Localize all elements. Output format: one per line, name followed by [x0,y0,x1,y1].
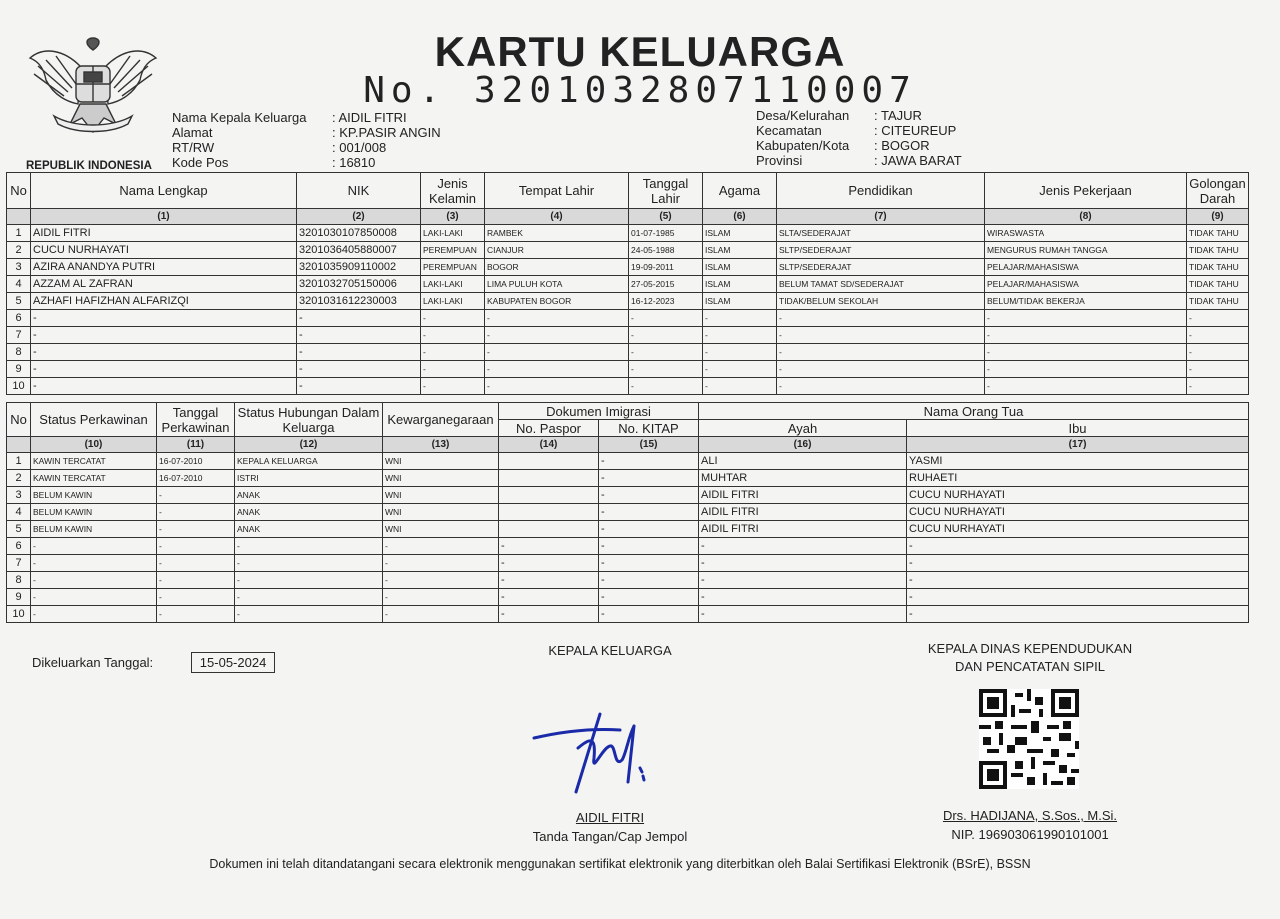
col-header-agama: Agama [703,173,777,209]
number-label: No. [363,70,447,111]
status-row [7,504,1249,521]
table-cell: PEREMPUAN [421,259,485,276]
table-cell: - [157,538,235,555]
official-title-line2: DAN PENCATATAN SIPIL [954,659,1105,674]
table-cell: - [1187,310,1249,327]
col-header-nama-orang-tua: Nama Orang Tua [699,403,1249,420]
table-cell: - [599,606,699,623]
table-cell: - [31,378,297,395]
table-cell: 16-07-2010 [157,470,235,487]
table-cell: - [907,572,1249,589]
status-row [7,555,1249,572]
table-cell: - [599,487,699,504]
table-cell: PEREMPUAN [421,242,485,259]
table-cell: - [629,327,703,344]
col-number: (16) [699,437,907,453]
row-number: 5 [7,293,31,310]
official-name: Drs. HADIJANA, S.Sos., M.Si. [942,808,1118,823]
col-number: (11) [157,437,235,453]
row-number: 10 [7,606,31,623]
table-cell: 27-05-2015 [629,276,703,293]
table-cell: 3201036405880007 [297,242,421,259]
table-cell: - [599,555,699,572]
table-cell: SLTP/SEDERAJAT [777,259,985,276]
table-cell: - [1187,327,1249,344]
field-value: : AIDIL FITRI [332,110,407,125]
table-cell: - [629,378,703,395]
col-number: (10) [31,437,157,453]
table-cell: - [31,327,297,344]
table-cell: - [699,538,907,555]
table-cell: - [985,378,1187,395]
table-cell [499,470,599,487]
table-cell: 16-12-2023 [629,293,703,310]
header-row [172,125,441,140]
field-value: : BOGOR [874,138,930,153]
table-cell: - [157,606,235,623]
document-title: KARTU KELUARGA [434,28,846,75]
col-number: (17) [907,437,1249,453]
table-cell: 01-07-1985 [629,225,703,242]
header-row [172,140,441,155]
row-number: 4 [7,504,31,521]
table-cell: - [907,589,1249,606]
col-number: (15) [599,437,699,453]
row-number: 1 [7,453,31,470]
table-cell: - [157,555,235,572]
col-header-nik: NIK [297,173,421,209]
table-cell: - [703,361,777,378]
table-cell: CUCU NURHAYATI [907,504,1249,521]
table-cell: - [297,378,421,395]
table-cell: - [31,310,297,327]
row-number: 8 [7,344,31,361]
table-cell: ISTRI [235,470,383,487]
table-cell: LAKI-LAKI [421,293,485,310]
field-value: : CITEUREUP [874,123,957,138]
table-cell: PELAJAR/MAHASISWA [985,276,1187,293]
col-number: (4) [485,209,629,225]
status-row [7,606,1249,623]
member-row [7,293,1249,310]
table-cell: - [383,572,499,589]
table-cell: - [235,538,383,555]
table-cell: - [157,487,235,504]
table-cell: - [383,589,499,606]
table-cell: - [599,538,699,555]
head-of-family-name: AIDIL FITRI [575,810,645,825]
table-cell: BELUM TAMAT SD/SEDERAJAT [777,276,985,293]
col-header-tempat-lahir: Tempat Lahir [485,173,629,209]
table-cell: - [421,344,485,361]
col-number: (3) [421,209,485,225]
member-row [7,276,1249,293]
table-cell [499,453,599,470]
table-cell: TIDAK/BELUM SEKOLAH [777,293,985,310]
table-cell: - [31,538,157,555]
table-cell: - [31,606,157,623]
table-cell: - [599,504,699,521]
table-cell: - [297,310,421,327]
row-number: 7 [7,327,31,344]
col-header-pendidikan: Pendidikan [777,173,985,209]
table-cell: AZIRA ANANDYA PUTRI [31,259,297,276]
col-header-dokumen-imigrasi: Dokumen Imigrasi [499,403,699,420]
table-cell: - [235,606,383,623]
row-number: 9 [7,361,31,378]
table-cell: - [699,589,907,606]
table-cell: MUHTAR [699,470,907,487]
status-row [7,521,1249,538]
table-cell: - [421,361,485,378]
table-cell: - [703,378,777,395]
col-number: (13) [383,437,499,453]
table-cell: LIMA PULUH KOTA [485,276,629,293]
table-cell: - [157,589,235,606]
col-number: (6) [703,209,777,225]
table-cell: ISLAM [703,293,777,310]
col-header-ayah: Ayah [699,420,907,437]
header-right [756,108,962,168]
table-cell: 3201030107850008 [297,225,421,242]
table-cell: 3201031612230003 [297,293,421,310]
col-header-pekerjaan: Jenis Pekerjaan [985,173,1187,209]
col-number: (8) [985,209,1187,225]
table-cell: - [699,606,907,623]
table-cell [499,521,599,538]
table-cell: 3201032705150006 [297,276,421,293]
table-cell [499,487,599,504]
table-cell: - [31,555,157,572]
header-row [756,123,962,138]
table-cell: AIDIL FITRI [699,521,907,538]
col-header-kewarganegaraan: Kewarganegaraan [383,403,499,437]
table-cell: AIDIL FITRI [31,225,297,242]
table-cell: - [297,327,421,344]
status-row [7,487,1249,504]
table-cell: - [907,606,1249,623]
table-cell: - [499,589,599,606]
table-cell: - [421,378,485,395]
header-row [756,138,962,153]
member-row [7,344,1249,361]
table-cell: - [235,572,383,589]
table-cell: - [777,344,985,361]
table-cell: - [1187,344,1249,361]
status-row [7,589,1249,606]
table-cell: TIDAK TAHU [1187,293,1249,310]
member-row [7,225,1249,242]
table-cell: - [31,344,297,361]
member-row [7,310,1249,327]
table-cell: SLTA/SEDERAJAT [777,225,985,242]
table-cell: - [777,378,985,395]
table-cell: - [699,572,907,589]
col-number [7,209,31,225]
field-label: Kode Pos [172,155,229,170]
table-cell: MENGURUS RUMAH TANGGA [985,242,1187,259]
civil-status-table [6,402,1249,623]
col-header-status-hubungan: Status Hubungan Dalam Keluarga [235,403,383,437]
table-cell: 3201035909110002 [297,259,421,276]
electronic-signature-notice: Dokumen ini telah ditandatangani secara elektronik menggunakan sertifikat elektronik yang diterbitkan oleh Balai Sertifikasi Elektronik (BSrE), BSSN [209,857,1031,871]
table-cell: WNI [383,504,499,521]
row-number: 8 [7,572,31,589]
row-number: 4 [7,276,31,293]
table-cell: ANAK [235,521,383,538]
table-cell: KEPALA KELUARGA [235,453,383,470]
member-row [7,259,1249,276]
table-cell: - [703,310,777,327]
status-row [7,470,1249,487]
table-cell: AIDIL FITRI [699,487,907,504]
table-cell: - [907,538,1249,555]
table-cell: - [699,555,907,572]
table-cell: - [777,327,985,344]
table-cell: - [31,572,157,589]
document-number [0,70,1280,111]
table-cell: - [485,310,629,327]
header-row [172,110,441,125]
issued-date-row [32,655,275,670]
col-number: (7) [777,209,985,225]
table-cell: ANAK [235,504,383,521]
table-cell: - [599,589,699,606]
table-cell: 24-05-1988 [629,242,703,259]
official-nip: NIP. 196903061990101001 [951,827,1109,842]
table-cell: - [297,344,421,361]
table-cell [499,504,599,521]
table-cell: WNI [383,521,499,538]
table-cell: - [157,572,235,589]
table-cell: KABUPATEN BOGOR [485,293,629,310]
issued-date: 15-05-2024 [191,652,276,673]
row-number: 9 [7,589,31,606]
table-cell: - [1187,361,1249,378]
table-cell: - [985,310,1187,327]
head-of-family-title: KEPALA KELUARGA [548,643,672,658]
table-cell: - [157,521,235,538]
table-cell: BELUM/TIDAK BEKERJA [985,293,1187,310]
col-number: (5) [629,209,703,225]
field-value: : 001/008 [332,140,387,155]
col-header-jenis-kelamin: Jenis Kelamin [421,173,485,209]
table-cell: ANAK [235,487,383,504]
table-cell: BOGOR [485,259,629,276]
header-left [172,110,441,170]
col-header-status-perkawinan: Status Perkawinan [31,403,157,437]
col-header-tanggal-perkawinan: Tanggal Perkawinan [157,403,235,437]
table-cell: - [599,572,699,589]
row-number: 3 [7,259,31,276]
header-row [172,155,441,170]
col-header-no: No [7,403,31,437]
field-label: Nama Kepala Keluarga [172,110,307,125]
table-cell: WNI [383,453,499,470]
col-number [7,437,31,453]
table-cell: - [499,538,599,555]
col-number: (14) [499,437,599,453]
field-label: Kecamatan [756,123,822,138]
table-cell: - [985,327,1187,344]
col-header-paspor: No. Paspor [499,420,599,437]
member-row [7,378,1249,395]
table-cell: - [31,361,297,378]
field-value: : TAJUR [874,108,922,123]
table-cell: TIDAK TAHU [1187,259,1249,276]
col-header-kitap: No. KITAP [599,420,699,437]
table-cell: CIANJUR [485,242,629,259]
official-title-line1: KEPALA DINAS KEPENDUDUKAN [927,641,1133,656]
family-members-table [6,172,1249,395]
table-cell: - [599,453,699,470]
row-number: 2 [7,470,31,487]
table-cell: - [907,555,1249,572]
col-header-tanggal-lahir: Tanggal Lahir [629,173,703,209]
field-label: Alamat [172,125,213,140]
table-cell: - [499,555,599,572]
table-cell: TIDAK TAHU [1187,225,1249,242]
table-cell: - [777,361,985,378]
signature-caption: Tanda Tangan/Cap Jempol [532,829,688,844]
table-cell: - [383,538,499,555]
table-cell: - [383,555,499,572]
official-title-block [880,640,1180,676]
issued-label: Dikeluarkan Tanggal: [32,655,154,670]
official-signature-block [880,808,1180,842]
table-cell: - [235,589,383,606]
table-cell: - [777,310,985,327]
table-cell: TIDAK TAHU [1187,276,1249,293]
status-row [7,453,1249,470]
table-cell: - [499,606,599,623]
table-cell: ISLAM [703,242,777,259]
table-cell: 19-09-2011 [629,259,703,276]
field-value: : 16810 [332,155,376,170]
member-row [7,242,1249,259]
qr-code-icon [979,689,1079,789]
row-number: 10 [7,378,31,395]
table-cell: SLTP/SEDERAJAT [777,242,985,259]
row-number: 7 [7,555,31,572]
table-cell: - [1187,378,1249,395]
table-cell: AZZAM AL ZAFRAN [31,276,297,293]
col-number: (9) [1187,209,1249,225]
table-cell: - [485,378,629,395]
table-cell: KAWIN TERCATAT [31,470,157,487]
col-header-no: No [7,173,31,209]
table-cell: AZHAFI HAFIZHAN ALFARIZQI [31,293,297,310]
member-row [7,327,1249,344]
table-cell: BELUM KAWIN [31,487,157,504]
table-cell: - [629,361,703,378]
row-number: 3 [7,487,31,504]
field-label: RT/RW [172,140,215,155]
row-number: 5 [7,521,31,538]
table-cell: LAKI-LAKI [421,225,485,242]
table-cell: - [599,521,699,538]
table-cell: RAMBEK [485,225,629,242]
header-row [756,153,962,168]
field-label: Desa/Kelurahan [756,108,850,123]
table-cell: CUCU NURHAYATI [907,521,1249,538]
row-number: 6 [7,310,31,327]
table-cell: - [31,589,157,606]
table-cell: ISLAM [703,225,777,242]
table-cell: - [421,310,485,327]
field-label: Kabupaten/Kota [756,138,850,153]
table-cell: - [157,504,235,521]
field-label: Provinsi [756,153,803,168]
table-cell: - [703,327,777,344]
table-cell: WNI [383,470,499,487]
family-card-number: 3201032807110007 [473,70,917,111]
table-cell: - [703,344,777,361]
table-cell: - [235,555,383,572]
head-of-family-signature-block [500,810,720,844]
field-value: : JAWA BARAT [874,153,962,168]
row-number: 1 [7,225,31,242]
table-cell: RUHAETI [907,470,1249,487]
table-cell: - [297,361,421,378]
table-cell: CUCU NURHAYATI [31,242,297,259]
field-value: : KP.PASIR ANGIN [332,125,441,140]
col-header-nama: Nama Lengkap [31,173,297,209]
table-cell: TIDAK TAHU [1187,242,1249,259]
table-cell: - [599,470,699,487]
table-cell: - [985,344,1187,361]
table-cell: 16-07-2010 [157,453,235,470]
table-cell: BELUM KAWIN [31,521,157,538]
member-row [7,361,1249,378]
table-cell: LAKI-LAKI [421,276,485,293]
table-cell: YASMI [907,453,1249,470]
table-cell: KAWIN TERCATAT [31,453,157,470]
table-cell: AIDIL FITRI [699,504,907,521]
table-cell: - [421,327,485,344]
table-cell: ISLAM [703,259,777,276]
table-cell: PELAJAR/MAHASISWA [985,259,1187,276]
country-label: REPUBLIK INDONESIA [26,160,152,172]
table-cell: - [485,327,629,344]
status-row [7,572,1249,589]
col-number: (12) [235,437,383,453]
table-cell: - [629,310,703,327]
table-cell: BELUM KAWIN [31,504,157,521]
row-number: 2 [7,242,31,259]
table-cell: ISLAM [703,276,777,293]
table-cell: ALI [699,453,907,470]
table-cell: - [985,361,1187,378]
col-number: (1) [31,209,297,225]
signature-image [530,708,660,808]
status-row [7,538,1249,555]
col-header-ibu: Ibu [907,420,1249,437]
table-cell: CUCU NURHAYATI [907,487,1249,504]
table-cell: - [485,361,629,378]
col-header-golongan-darah: Golongan Darah [1187,173,1249,209]
table-cell: - [485,344,629,361]
row-number: 6 [7,538,31,555]
header-row [756,108,962,123]
col-number: (2) [297,209,421,225]
table-cell: - [629,344,703,361]
table-cell: - [499,572,599,589]
table-cell: - [383,606,499,623]
table-cell: WNI [383,487,499,504]
table-cell: WIRASWASTA [985,225,1187,242]
